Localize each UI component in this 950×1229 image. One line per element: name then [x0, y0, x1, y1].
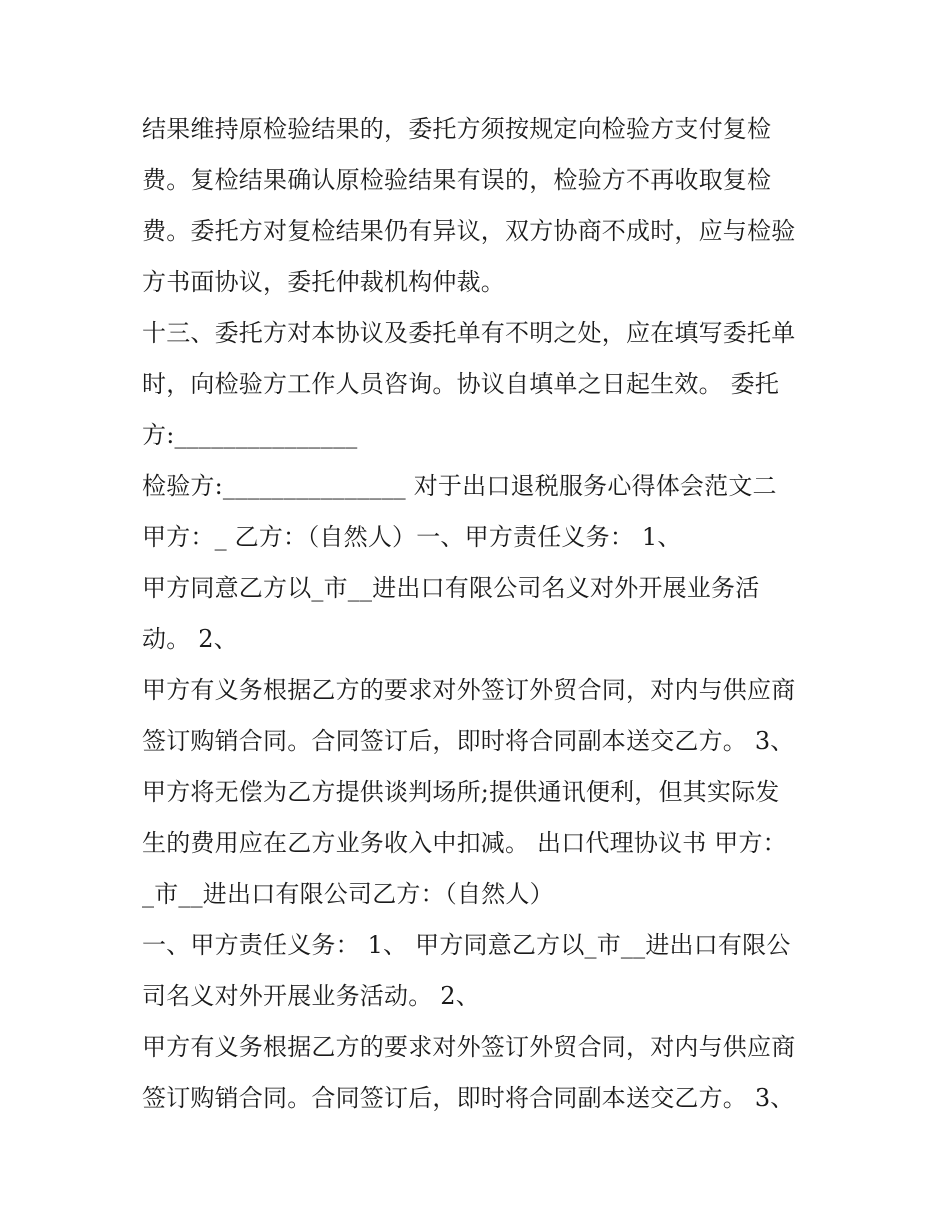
text-line-10: 甲方同意乙方以_市__进出口有限公司名义对外开展业务活: [142, 574, 760, 602]
text-line-17: 一、甲方责任义务： 1、 甲方同意乙方以_市__进出口有限公: [142, 931, 791, 959]
text-line-4: 方书面协议，委托仲裁机构仲裁。: [142, 268, 505, 296]
text-line-9: 甲方：_ 乙方：（自然人）一、甲方责任义务： 1、: [142, 523, 682, 551]
text-line-12: 甲方有义务根据乙方的要求对外签订外贸合同，对内与供应商: [142, 676, 796, 704]
text-line-13: 签订购销合同。合同签订后，即时将合同副本送交乙方。 3、: [142, 727, 795, 755]
document-body: [142, 104, 822, 1124]
text-line-7: 方:_______________: [142, 421, 358, 449]
text-line-19: 甲方有义务根据乙方的要求对外签订外贸合同，对内与供应商: [142, 1033, 796, 1061]
text-line-15: 生的费用应在乙方业务收入中扣减。 出口代理协议书 甲方：: [142, 829, 787, 857]
text-line-6: 时，向检验方工作人员咨询。协议自填单之日起生效。 委托: [142, 370, 780, 398]
text-line-3: 费。委托方对复检结果仍有异议，双方协商不成时，应与检验: [142, 217, 796, 245]
text-line-1: 结果维持原检验结果的，委托方须按规定向检验方支付复检: [142, 115, 772, 143]
text-line-2: 费。复检结果确认原检验结果有误的，检验方不再收取复检: [142, 166, 772, 194]
text-line-14: 甲方将无偿为乙方提供谈判场所;提供通讯便利，但其实际发: [142, 778, 780, 806]
text-line-18: 司名义对外开展业务活动。 2、: [142, 982, 480, 1010]
text-line-8: 检验方:_______________ 对于出口退税服务心得体会范文二: [142, 472, 777, 500]
text-line-5: 十三、委托方对本协议及委托单有不明之处，应在填写委托单: [142, 319, 796, 347]
text-line-20: 签订购销合同。合同签订后，即时将合同副本送交乙方。 3、: [142, 1084, 795, 1112]
text-line-16: _市__进出口有限公司乙方：（自然人）: [142, 880, 554, 908]
text-line-11: 动。 2、: [142, 625, 238, 653]
